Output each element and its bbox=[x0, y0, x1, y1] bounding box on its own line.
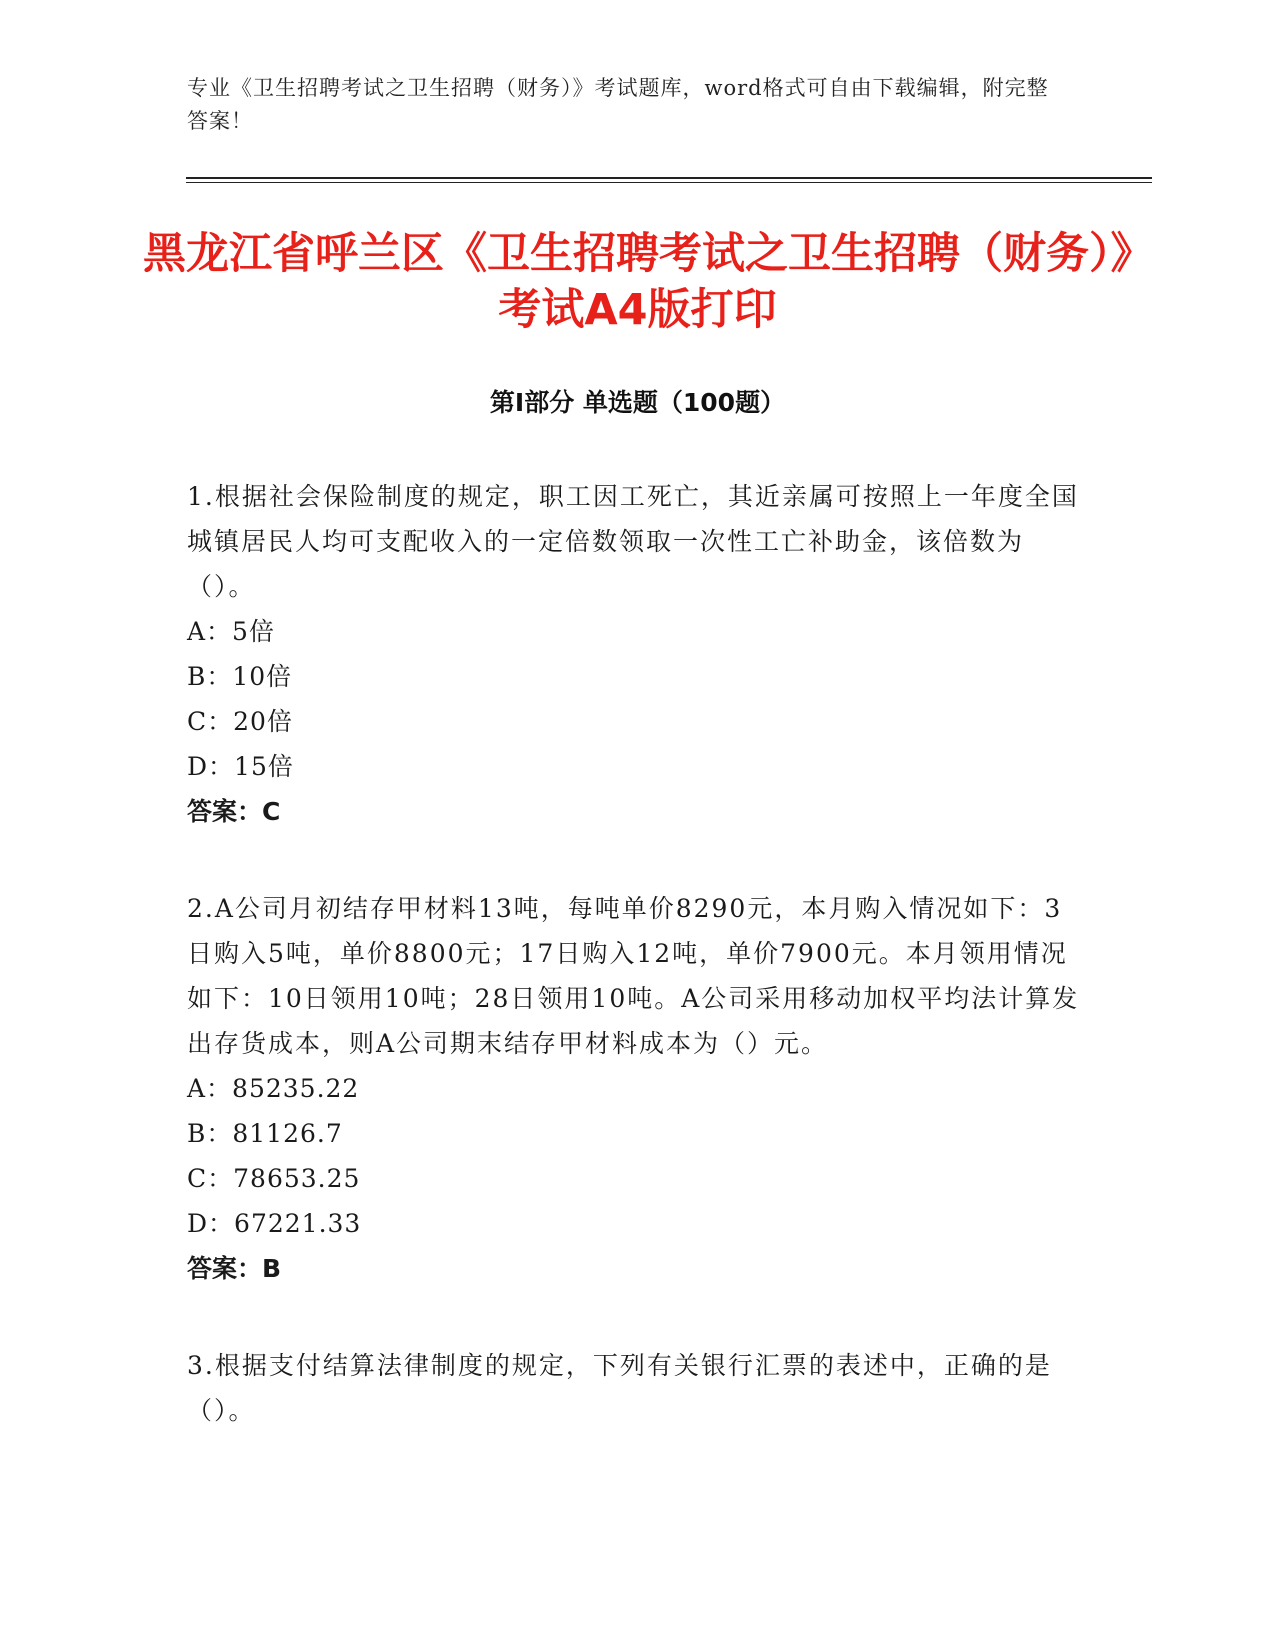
header-divider-thin bbox=[186, 182, 1152, 183]
question-1 bbox=[187, 474, 1087, 834]
option-d: D：15倍 bbox=[187, 752, 294, 781]
question-2 bbox=[187, 886, 1087, 1291]
option-c: C：20倍 bbox=[187, 707, 293, 736]
header-note: 专业《卫生招聘考试之卫生招聘（财务）》考试题库，word格式可自由下载编辑，附完整答案！ bbox=[187, 76, 1049, 133]
question-3 bbox=[187, 1343, 1087, 1433]
option-d: D：67221.33 bbox=[187, 1209, 362, 1238]
question-text: 2.A公司月初结存甲材料13吨，每吨单价8290元，本月购入情况如下：3日购入5吨，单价8800元；17日购入12吨，单价7900元。本月领用情况如下：10日领用10吨；28日领用10吨。A公司采用移动加权平均法计算发出存货成本，则A公司期末结存甲材料成本为（）元。 bbox=[187, 894, 1080, 1058]
option-c: C：78653.25 bbox=[187, 1164, 361, 1193]
option-a: A：85235.22 bbox=[187, 1074, 360, 1103]
question-list bbox=[187, 474, 1087, 1485]
question-text: 3.根据支付结算法律制度的规定，下列有关银行汇票的表述中，正确的是（）。 bbox=[187, 1351, 1052, 1425]
answer: 答案：C bbox=[187, 797, 281, 826]
answer: 答案：B bbox=[187, 1254, 282, 1283]
header-divider-thick bbox=[186, 177, 1152, 179]
option-a: A：5倍 bbox=[187, 617, 275, 646]
option-b: B：81126.7 bbox=[187, 1119, 343, 1148]
document-title: 黑龙江省呼兰区《卫生招聘考试之卫生招聘（财务）》考试A4版打印 bbox=[143, 229, 1132, 335]
option-b: B：10倍 bbox=[187, 662, 293, 691]
section-heading: 第Ⅰ部分 单选题（100题） bbox=[489, 388, 786, 417]
question-text: 1.根据社会保险制度的规定，职工因工死亡，其近亲属可按照上一年度全国城镇居民人均可支配收入的一定倍数领取一次性工亡补助金，该倍数为（）。 bbox=[187, 482, 1079, 601]
